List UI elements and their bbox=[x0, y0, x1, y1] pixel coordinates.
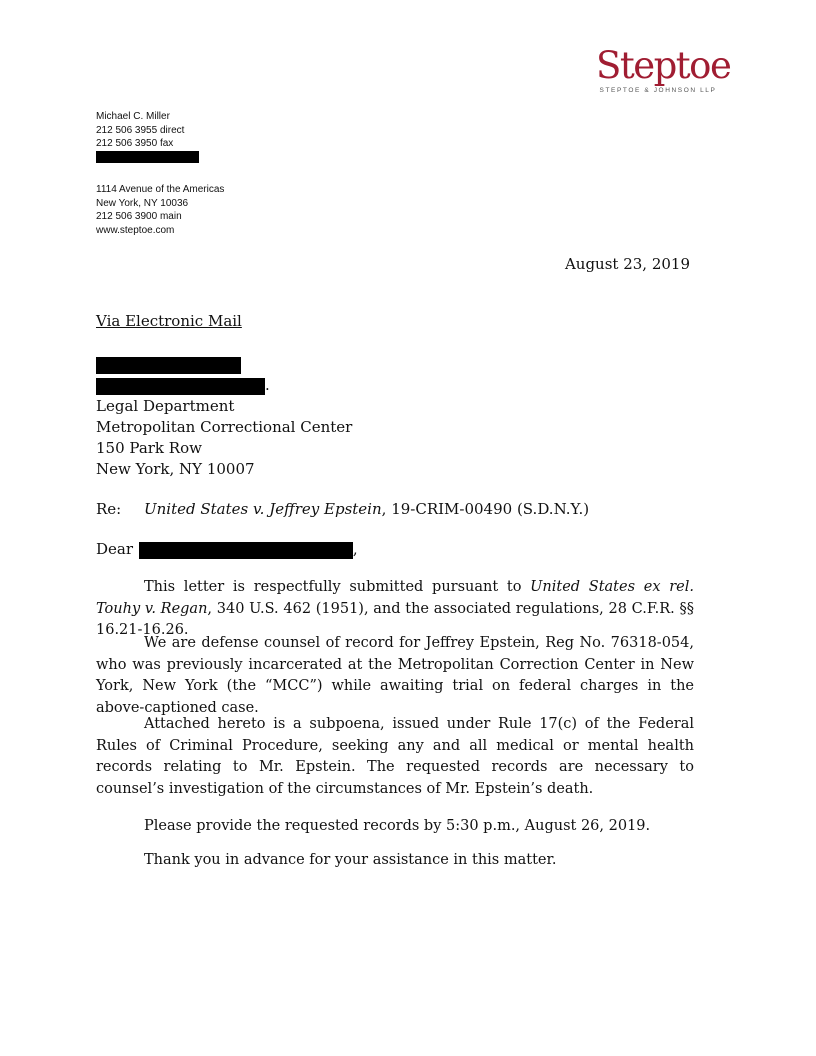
salutation bbox=[96, 540, 358, 559]
case-citation: United States ex rel. Touhy v. Regan bbox=[96, 579, 694, 617]
recipient-block bbox=[96, 354, 352, 480]
redaction-bar bbox=[96, 378, 265, 395]
paragraph-deadline: Please provide the requested records by 5:30 p.m., August 26, 2019. bbox=[144, 818, 651, 834]
office-address-block bbox=[96, 183, 224, 237]
recipient-line-punctuation: . bbox=[265, 376, 270, 394]
re-label: Re: bbox=[96, 500, 122, 518]
logo-subtitle: STEPTOE & JOHNSON LLP bbox=[599, 87, 717, 94]
salutation-comma: , bbox=[352, 540, 358, 558]
sender-direct-phone: 212 506 3955 direct bbox=[96, 124, 185, 136]
paragraph-counsel: We are defense counsel of record for Jeffrey Epstein, Reg No. 76318-054, who was previously incarcerated at the Metropolitan Correction Center in New York, New York (the “MCC”) while awaiting trial on federal charges in the above-captioned case. bbox=[96, 635, 694, 716]
letter-date: August 23, 2019 bbox=[564, 255, 690, 273]
paragraph-text: , 340 U.S. 462 (1951), and the associated regulations, 28 C.F.R. §§ 16.21-16.26. bbox=[96, 600, 694, 638]
paragraph-thanks: Thank you in advance for your assistance in this matter. bbox=[144, 852, 557, 868]
steptoe-logo bbox=[596, 44, 731, 95]
redaction-bar bbox=[139, 542, 353, 559]
office-city: New York, NY 10036 bbox=[96, 197, 189, 209]
recipient-street: 150 Park Row bbox=[96, 439, 202, 457]
office-street: 1114 Avenue of the Americas bbox=[96, 184, 225, 195]
redaction-bar bbox=[96, 151, 199, 163]
office-website: www.steptoe.com bbox=[96, 224, 175, 236]
paragraph-touhy bbox=[96, 577, 694, 642]
sender-block bbox=[96, 110, 199, 164]
salutation-prefix: Dear bbox=[96, 540, 134, 558]
recipient-city: New York, NY 10007 bbox=[96, 460, 255, 478]
paragraph-text: This letter is respectfully submitted pursuant to bbox=[144, 579, 531, 595]
recipient-department: Legal Department bbox=[96, 397, 235, 415]
office-main-phone: 212 506 3900 main bbox=[96, 211, 182, 222]
paragraph-subpoena: Attached hereto is a subpoena, issued under Rule 17(c) of the Federal Rules of Criminal Procedure, seeking any and all medical or mental health records relating to Mr. Epstein. The requested records are necessary to counsel’s investigation of the circumstances of Mr. Epstein’s death. bbox=[96, 716, 694, 797]
case-number: , 19-CRIM-00490 (S.D.N.Y.) bbox=[381, 500, 590, 518]
re-line bbox=[96, 500, 589, 518]
logo-wordmark: Steptoe bbox=[596, 44, 731, 87]
sender-name: Michael C. Miller bbox=[96, 111, 170, 122]
case-caption: United States v. Jeffrey Epstein bbox=[144, 500, 382, 518]
redaction-bar bbox=[96, 357, 241, 374]
delivery-method: Via Electronic Mail bbox=[96, 312, 242, 330]
recipient-organization: Metropolitan Correctional Center bbox=[96, 418, 353, 436]
sender-fax: 212 506 3950 fax bbox=[96, 138, 174, 149]
